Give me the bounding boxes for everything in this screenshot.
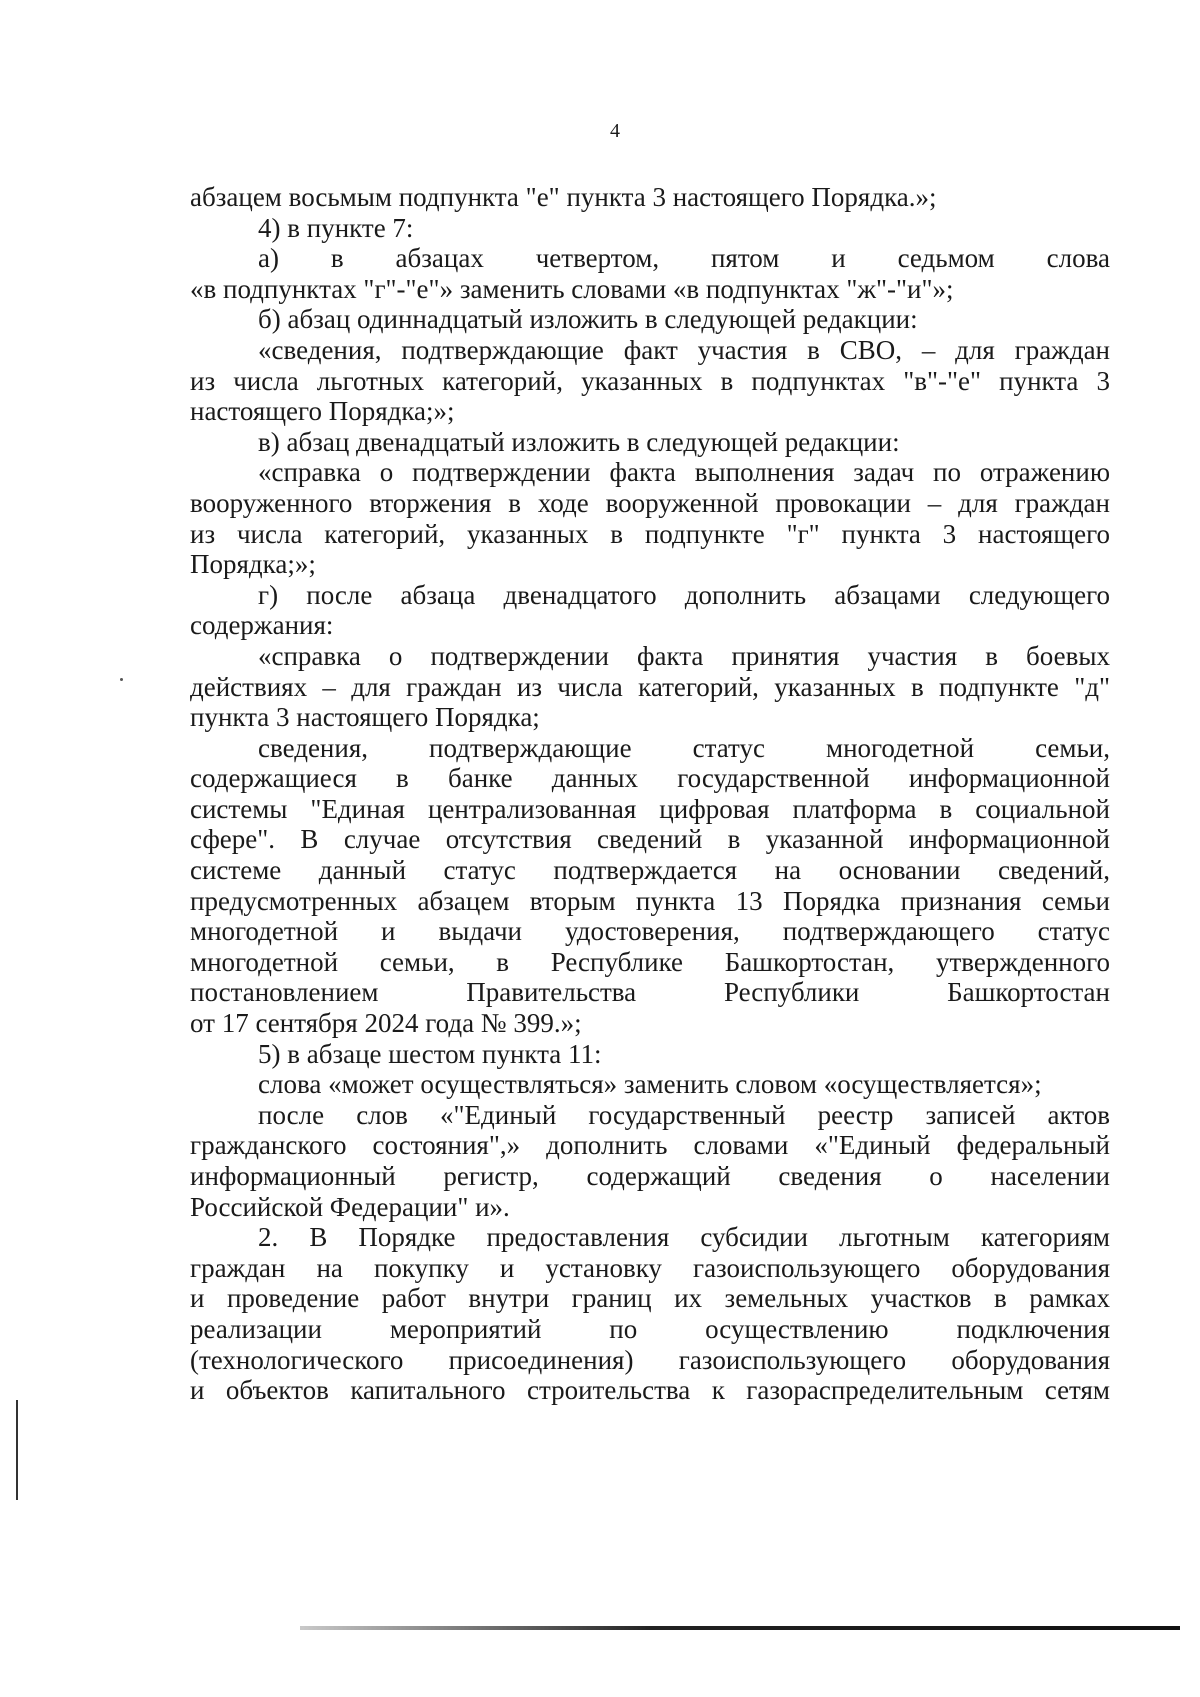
text-line: в) абзац двенадцатый изложить в следующей редакции: bbox=[258, 426, 900, 457]
scan-speck bbox=[120, 678, 123, 681]
text-line: г) после абзаца двенадцатого дополнить абзацами следующего bbox=[258, 579, 1110, 610]
text-line: многодетной и выдачи удостоверения, подтверждающего статус bbox=[190, 916, 1110, 947]
text-line: вооруженного вторжения в ходе вооруженной провокации – для граждан bbox=[190, 487, 1110, 518]
text-line: постановлением Правительства Республики Башкортостан bbox=[190, 977, 1110, 1008]
scan-bottom-edge bbox=[300, 1626, 1180, 1630]
text-line: гражданского состояния",» дополнить словами «"Единый федеральный bbox=[190, 1130, 1110, 1161]
text-line: 5) в абзаце шестом пункта 11: bbox=[258, 1038, 602, 1069]
text-line: абзацем восьмым подпункта "е" пункта 3 настоящего Порядка.»; bbox=[190, 182, 937, 212]
text-line: из числа категорий, указанных в подпункте "г" пункта 3 настоящего bbox=[190, 518, 1110, 549]
text-line: содержащиеся в банке данных государственной информационной bbox=[190, 763, 1110, 794]
text-line: 4) в пункте 7: bbox=[258, 212, 414, 243]
scan-edge-mark bbox=[16, 1400, 18, 1500]
text-line: «справка о подтверждении факта выполнения задач по отражению bbox=[258, 457, 1110, 488]
text-line: «сведения, подтверждающие факт участия в СВО, – для граждан bbox=[258, 334, 1110, 365]
text-line: (технологического присоединения) газоиспользующего оборудования bbox=[190, 1344, 1110, 1375]
text-line: и объектов капитального строительства к газораспределительным сетям bbox=[190, 1375, 1110, 1406]
text-line: предусмотренных абзацем вторым пункта 13 Порядка признания семьи bbox=[190, 885, 1110, 916]
text-line: системе данный статус подтверждается на основании сведений, bbox=[190, 855, 1110, 886]
text-line: и проведение работ внутри границ их земельных участков в рамках bbox=[190, 1283, 1110, 1314]
document-body bbox=[190, 182, 1110, 1406]
text-line: Российской Федерации" и». bbox=[190, 1191, 510, 1222]
text-line: пункта 3 настоящего Порядка; bbox=[190, 702, 540, 733]
text-line: а) в абзацах четвертом, пятом и седьмом слова bbox=[258, 243, 1110, 274]
text-line: системы "Единая централизованная цифровая платформа в социальной bbox=[190, 793, 1110, 824]
text-line: «в подпунктах "г"-"е"» заменить словами «в подпунктах "ж"-"и"»; bbox=[190, 273, 954, 304]
text-line: настоящего Порядка;»; bbox=[190, 396, 455, 427]
text-line: 2. В Порядке предоставления субсидии льготным категориям bbox=[258, 1222, 1110, 1253]
text-line: сфере". В случае отсутствия сведений в указанной информационной bbox=[190, 824, 1110, 855]
text-line: информационный регистр, содержащий сведения о населении bbox=[190, 1161, 1110, 1191]
text-line: реализации мероприятий по осуществлению подключения bbox=[190, 1313, 1110, 1344]
text-line: граждан на покупку и установку газоиспользующего оборудования bbox=[190, 1252, 1110, 1283]
text-line: после слов «"Единый государственный реестр записей актов bbox=[258, 1099, 1110, 1130]
text-line: слова «может осуществляться» заменить словом «осуществляется»; bbox=[258, 1069, 1042, 1100]
text-line: от 17 сентября 2024 года № 399.»; bbox=[190, 1008, 582, 1039]
text-line: многодетной семьи, в Республике Башкортостан, утвержденного bbox=[190, 946, 1110, 977]
text-line: б) абзац одиннадцатый изложить в следующей редакции: bbox=[258, 304, 918, 335]
page-number: 4 bbox=[610, 120, 620, 142]
text-line: содержания: bbox=[190, 610, 334, 641]
text-line: «справка о подтверждении факта принятия участия в боевых bbox=[258, 640, 1110, 671]
text-line: сведения, подтверждающие статус многодетной семьи, bbox=[258, 732, 1110, 763]
text-line: из числа льготных категорий, указанных в подпунктах "в"-"е" пункта 3 bbox=[190, 365, 1110, 396]
text-line: Порядка;»; bbox=[190, 549, 316, 580]
text-line: действиях – для граждан из числа категорий, указанных в подпункте "д" bbox=[190, 671, 1110, 702]
